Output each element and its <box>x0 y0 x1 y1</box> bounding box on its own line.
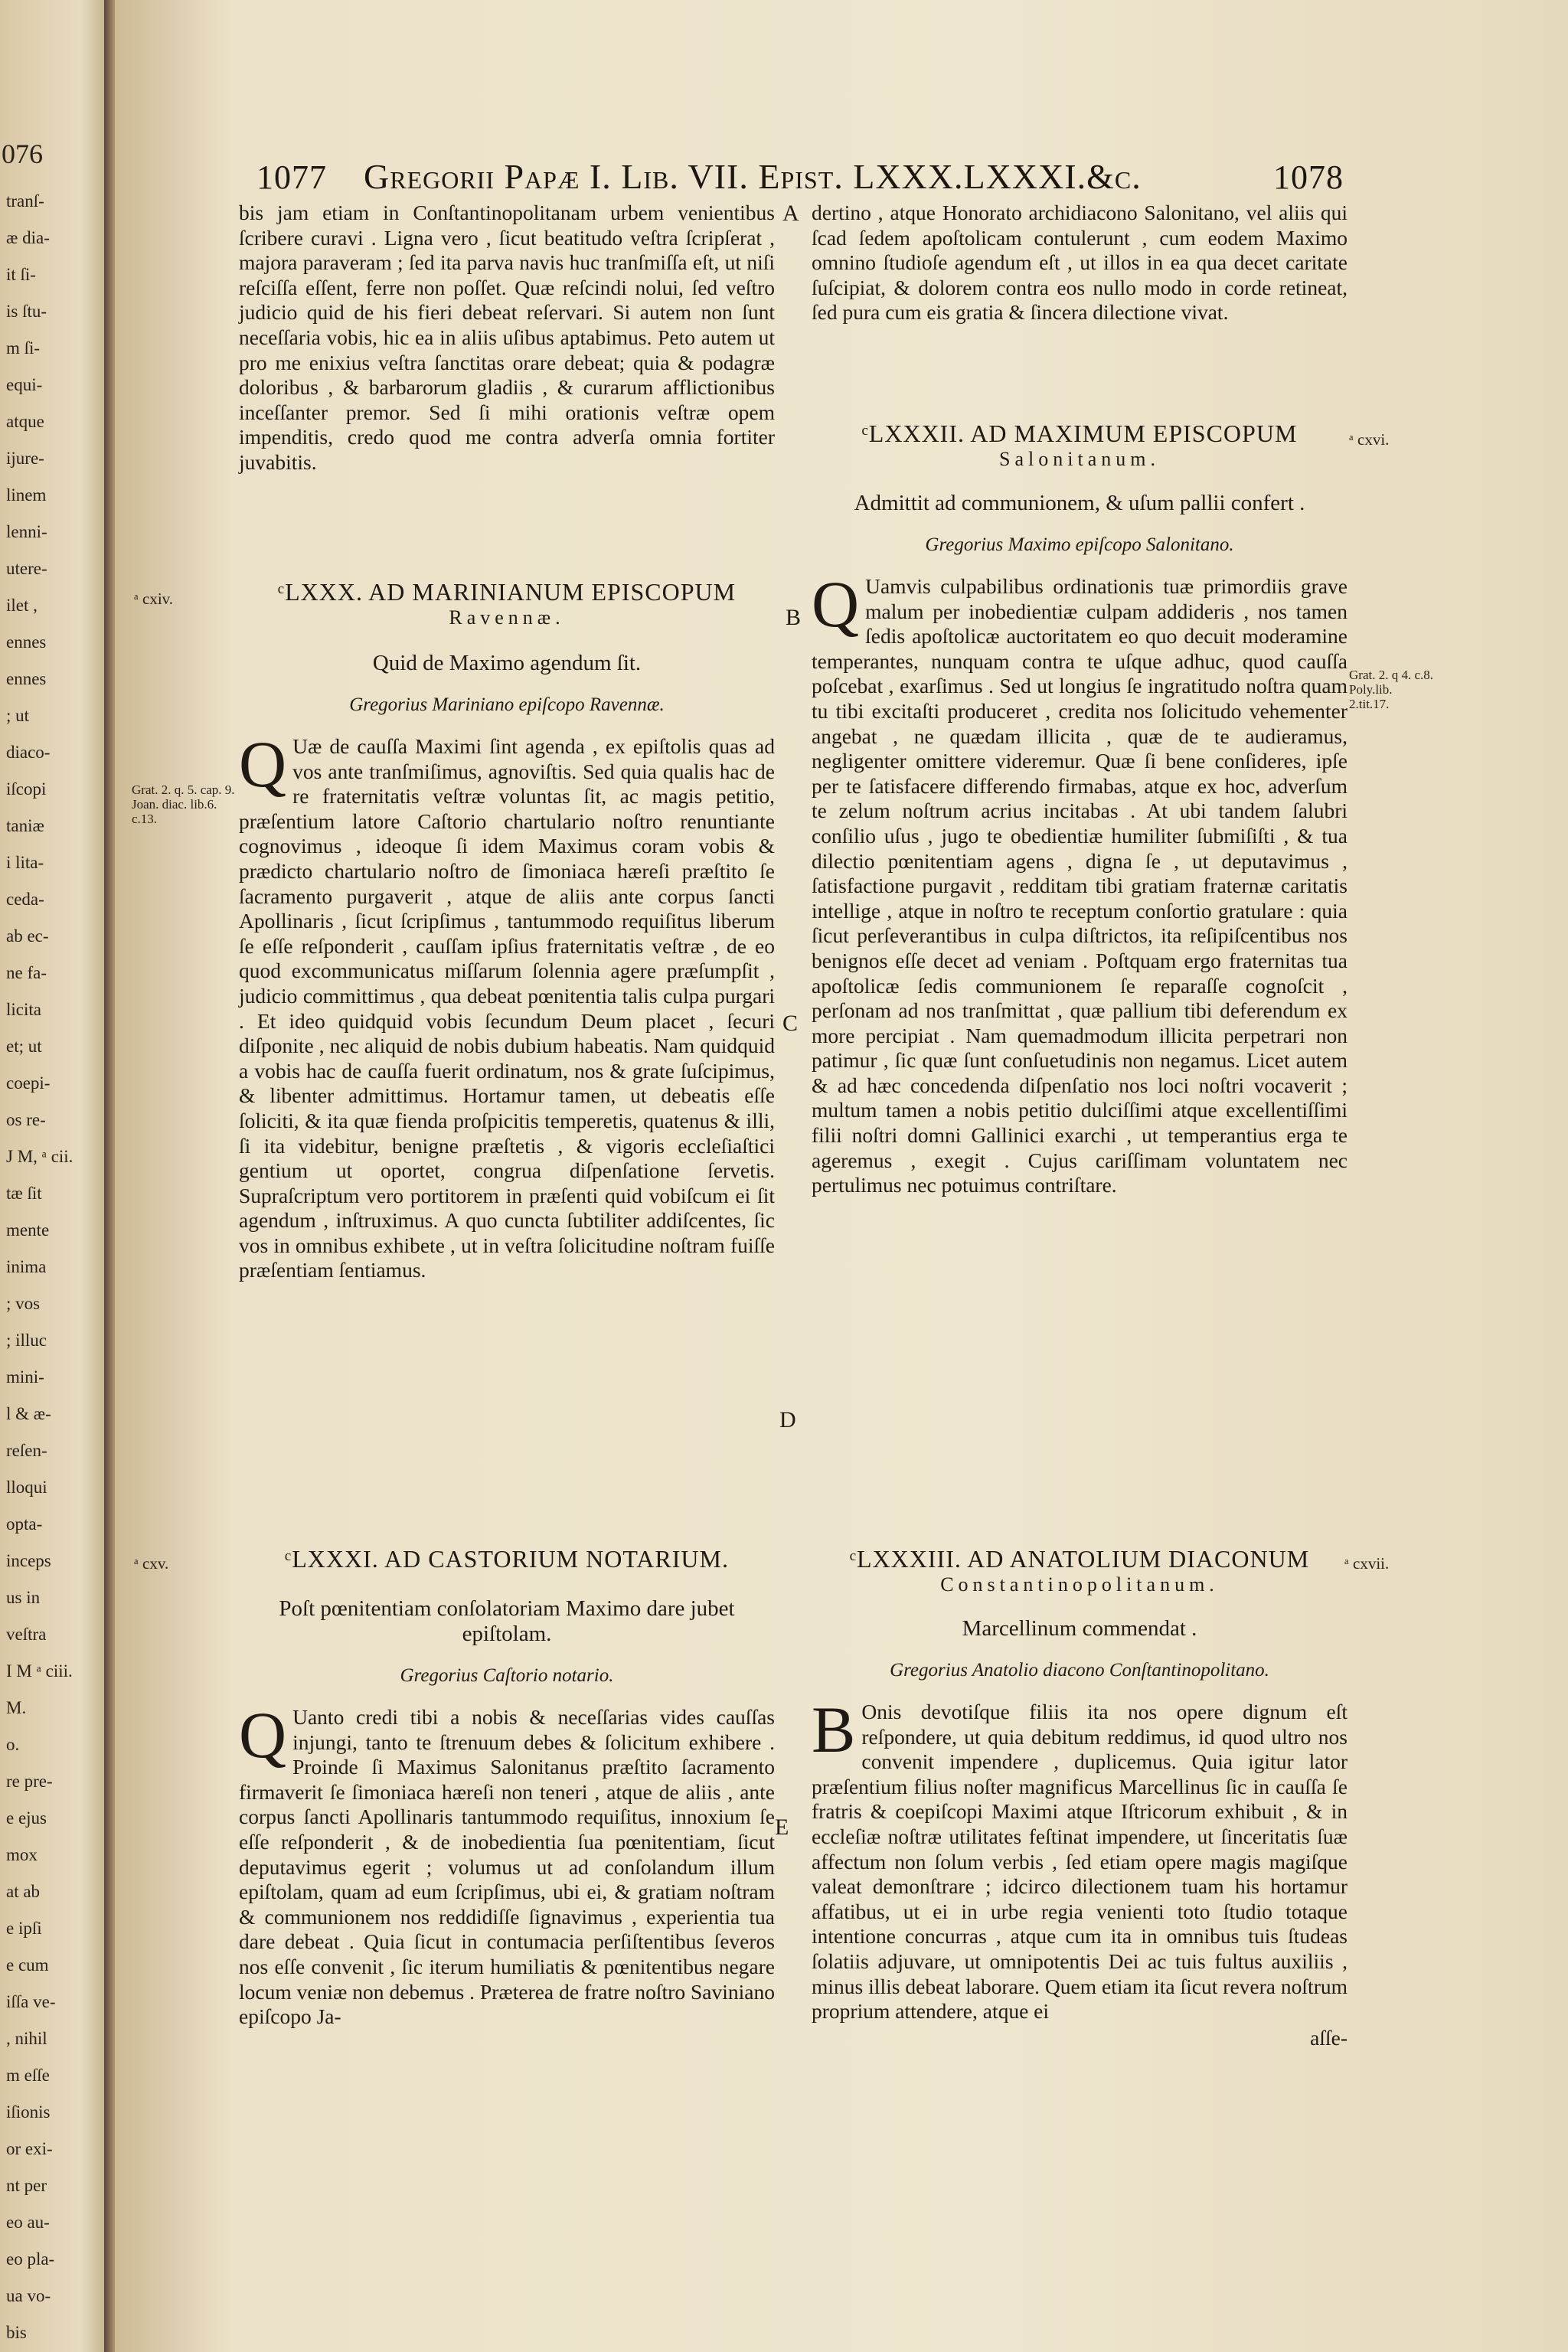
letter-83-body: Onis devotiſque filiis ita nos opere dignum eſt reſpondere, ut quia debitum reddimus, id quod ultro nos convenit impendere , duplicemus. Quia igitur lator præſentium filius noſter magnificus Marcellinus ſic in cauſſa ſe fratris & coepiſcopi Maximi atque Iſtricorum exhibuit , & in eccleſiæ noſtræ utilitates feſtinat impendere, ut ſinceritatis ſuæ affectum non ſolum verbis , ſed etiam opere magis magiſque valeat demonſtrare ; idcirco dilectionem tuam his hortamur affatibus, ut ei in urbe regia venienti toto ſtudio totaque intentione concurras , atque cum ita in omnibus tuis ſtudeas ſolatiis adjuvare, ut omnipotentis Dei ac tuis fultus auxiliis , minus illis debeat laborare. Quem etiam ita ſicut revera noſtrum proprium attendere, atque ei <box>812 1700 1348 2024</box>
gutter-line: utere- <box>6 559 47 578</box>
gutter-line: iſionis <box>6 2102 51 2122</box>
catchword: aſſe- <box>1310 2025 1348 2050</box>
gutter-line: ilet , <box>6 596 38 615</box>
gutter-line: bis <box>6 2323 27 2342</box>
letter-82-body: Uamvis culpabilibus ordinationis tuæ primordiis grave malum per inobedientiæ culpam addideris , nos tamen ſedis apoſtolicæ auctoritatem eo quo decuit moderamine temperantes, nunquam contra te uſque adhuc, quod cauſſa poſcebat , exarſimus . Sed ut longius ſe ingratitudo noſtra quam tu tibi excitaſti produceret , credita nos ſolicitudo vehementer angebat , ne quædam illicita , quæ de te audieramus, negligenter omittere videremur. Quæ ſi bene conſideres, ipſe per te ſatisfacere differendo firmabas, atque ex hoc, adverſum te zelum noſtrum acrius incitabas . At ubi tandem ſalubri conſilio uſus , jugo te obedientiæ humiliter ſubmiſiſti , & tua dilectio pœnitentiam agens , digna ſe , ut deputavimus , ſatisfactione purgavit , redditam tibi gratiam fraternæ caritatis intellige , atque in noſtro te receptum conſortio gratulare : quia ſicut perſeverantibus in culpa diſtrictos, ita reſipiſcentibus nos benignos eſſe decet ad veniam . Poſtquam ergo fraternitas tua apoſtolicæ ſedis communionem ſe reparaſſe cognoſcit , perſonam ad nos tranſmittat , quæ pallium tibi deferendum ex more percipiat . Nam quemadmodum illicita perpetrari non patimur , ſic quæ ſunt conſuetudinis non negamus. Licet autem & ad hæc concedenda diſpenſatio nos loci noſtri vocaverit ; multum tamen a nobis petitio dulciſſimi atque excellentiſſimi filii noſtri domni Gallinici exarchi , ut temperantius erga te ageremus , exegit . Cujus cariſſimam voluntatem nec pertulimus nec potuimus contriſtare. <box>812 574 1348 1197</box>
gutter-line: æ dia- <box>6 228 50 247</box>
letter-82-heading: ᶜLXXXII. AD MAXIMUM EPISCOPUM <box>861 420 1298 447</box>
gutter-line: iſcopi <box>6 779 47 799</box>
letter-82 <box>812 420 1348 1198</box>
gutter-line: diaco- <box>6 743 51 762</box>
gutter-line: iſſa ve- <box>6 1992 56 2011</box>
gutter-line: J M, ᵃ cii. <box>6 1147 74 1166</box>
letter-81-salutation: Gregorius Caſtorio notario. <box>400 1665 614 1686</box>
gutter-line: mente <box>6 1220 50 1240</box>
gutter-line: M. <box>6 1698 27 1717</box>
gutter-line: eo pla- <box>6 2249 55 2269</box>
gutter-line: lloqui <box>6 1478 47 1497</box>
letter-81-heading: ᶜLXXXI. AD CASTORIUM NOTARIUM. <box>285 1545 729 1573</box>
gutter-line: e ejus <box>6 1808 47 1828</box>
gutter-line: ab ec- <box>6 926 49 946</box>
right-column-continuation <box>812 201 1348 325</box>
letter-82-subheading: Salonitanum. <box>999 448 1160 470</box>
gutter-line: l & æ- <box>6 1404 51 1423</box>
margin-mark-cxvi: ᵃ cxvi. <box>1349 430 1390 449</box>
gutter-line: tæ ſit <box>6 1184 42 1203</box>
gutter-line: at ab <box>6 1882 41 1901</box>
gutter-line: linem <box>6 485 47 505</box>
letter-80-heading: ᶜLXXX. AD MARINIANUM EPISCOPUM <box>277 578 737 606</box>
gutter-line: tranſ- <box>6 191 44 211</box>
letter-80-salutation: Gregorius Mariniano epiſcopo Ravennæ. <box>349 694 665 715</box>
letter-83-initial: B <box>812 1693 856 1766</box>
gutter-line: re pre- <box>6 1772 53 1791</box>
section-letter-d: D <box>779 1407 796 1432</box>
letter-80-body: Uæ de cauſſa Maximi ſint agenda , ex epiſtolis quas ad vos ante tranſmiſimus, agnoviſtis. Sed quia qualis hac de re fraternitatis veſtræ voluntas ſit, ac magis petitio, præſentium latore Caſtorio chartulario noſtro renuntiante cognovimus , ideoque ſi idem Maximus coram vobis & prædicto chartulario noſtro de ſimoniaca hæreſi præſtito ſe ſacramento purgaverit , atque de aliis ante corpus ſancti Apollinaris , ſicut ſcripſimus , tantummodo requiſitus liberum ſe eſſe reſponderit , cauſſam ipſius fraternitatis veſtræ , de eo quod excommunicatus miſſarum ſolennia agere præſumpſit , judicio committimus , qua debeat pœnitentia talis culpa purgari . Et ideo quidquid vobis ſecundum Deum placet , ſecuri diſponite , nec aliquid de nobis dubium habeatis. Nam quidquid a vobis hac de cauſſa fuerit ordinatum, nos & grate ſuſcipimus, & libenter admittimus. Hortamur tamen, ut debeatis eſſe ſoliciti, & ita quæ fienda proſpicitis temperetis, quatenus & illi, ſi ita videbitur, benigne præſtetis , & vigoris eccleſiaſtici gentium ut oportet, congrua diſpenſatione ſervetis. Supraſcriptum vero portitorem in præſenti quid vobiſcum ei ſit agendum , inſtruximus. A quo cuncta ſubtiliter addiſcentes, ſic vos in omnibus exhibete , ut in veſtra ſolicitudine noſtram fuiſſe præſentiam ſentiamus. <box>239 734 775 1282</box>
gutter-line: m ſi- <box>6 338 41 358</box>
gutter-line: nt per <box>6 2176 47 2195</box>
gutter-line: inima <box>6 1257 47 1276</box>
gutter-line: ennes <box>6 669 47 688</box>
continuation-text-right: dertino , atque Honorato archidiacono Salonitano, vel aliis qui ſcad ſedem apoſtolicam contulerunt , cum eodem Maximo omnino ſtudioſe agendum eſt , ut illos in ea qua decet caritate ſuſcipiat, & dolorem contra eos nullo modo in corde retineat, ſed pura cum eis gratia & ſincera dilectione vivat. <box>812 201 1348 325</box>
letter-83-summary: Marcellinum commendat . <box>962 1616 1197 1641</box>
gutter-line: ne fa- <box>6 963 47 982</box>
letter-81-initial: Q <box>239 1698 287 1772</box>
section-letter-c: C <box>782 1011 799 1036</box>
running-title: Gregorii Papæ I. Lib. VII. Epist. LXXX.LXXXI.&c. <box>364 157 1142 196</box>
gutter-line: is ſtu- <box>6 302 47 321</box>
letter-81-summary: Poſt pœnitentiam conſolatoriam Maximo dare jubet epiſtolam. <box>279 1596 735 1646</box>
margin-mark-cxvii: ᵃ cxvii. <box>1344 1554 1390 1573</box>
letter-83-salutation: Gregorius Anatolio diacono Conſtantinopolitano. <box>890 1660 1269 1681</box>
letter-83-heading: ᶜLXXXIII. AD ANATOLIUM DIACONUM <box>849 1545 1310 1573</box>
section-letter-a: A <box>782 201 799 226</box>
gutter-line: veſtra <box>6 1625 47 1644</box>
gutter-line: ; illuc <box>6 1331 47 1350</box>
section-letter-e: E <box>775 1815 789 1840</box>
gutter-line: ennes <box>6 632 47 652</box>
gutter-line: I M ᵃ ciii. <box>6 1661 73 1681</box>
continuation-text: bis jam etiam in Conſtantinopolitanam urbem venientibus ſcribere curavi . Ligna vero , ſicut beatitudo veſtra ſcripſerat , majora paraveram ; ſed ita parva navis huc tranſmiſſa eſt, ut niſi reſciſſa eſſent, ferre non poſſet. Quæ reſcindi nolui, ſed veſtro judicio quid de his fieri debeat reſervari. Si autem non ſunt neceſſaria vobis, hic ea in aliis uſibus aptabimus. Peto autem ut pro me enixius veſtra ſanctitas orare debeat; quia & podagræ doloribus , & barbarorum gladiis , & curarum afflictionibus inceſſanter premor. Sed ſi mihi orationis veſtræ opem impenditis, credo quod me contra adverſa omnia fortiter juvabitis. <box>239 201 775 474</box>
gutter-line: ; ut <box>6 706 30 725</box>
right-marginal-note: Grat. 2. q 4. c.8. Poly.lib. 2.tit.17. <box>1349 668 1434 711</box>
gutter-line: et; ut <box>6 1037 42 1056</box>
left-marginal-note: Grat. 2. q. 5. cap. 9. Joan. diac. lib.6. c.13. <box>132 782 235 826</box>
letter-83 <box>812 1545 1348 2050</box>
gutter-line: mox <box>6 1845 38 1864</box>
page-number-right: 1078 <box>1273 158 1344 196</box>
margin-mark-cxiv: ᵃ cxiv. <box>134 590 174 608</box>
gutter-line: reſen- <box>6 1441 47 1460</box>
gutter-line: or exi- <box>6 2139 53 2158</box>
gutter-line: ijure- <box>6 449 44 468</box>
previous-page-gutter <box>0 0 115 2352</box>
gutter-line: it ſi- <box>6 265 36 284</box>
letter-80-summary: Quid de Maximo agendum ſit. <box>372 651 642 675</box>
letter-80 <box>239 578 775 1283</box>
gutter-line: m eſſe <box>6 2066 50 2085</box>
gutter-line: atque <box>6 412 44 431</box>
letter-83-subheading: Constantinopolitanum. <box>940 1573 1219 1596</box>
gutter-line: eo au- <box>6 2213 50 2232</box>
gutter-line: os re- <box>6 1110 46 1129</box>
gutter-line: o. <box>6 1735 20 1754</box>
gutter-line: , nihil <box>6 2029 47 2048</box>
gutter-line: ua vo- <box>6 2286 51 2305</box>
gutter-line: ; vos <box>6 1294 41 1313</box>
letter-81-body: Uanto credi tibi a nobis & neceſſarias vides cauſſas injungi, tanto te ſtrenuum debes & ſolicitum exhibere . Proinde ſi Maximus Salonitanus præſtito ſacramento firmaverit ſe ſimoniaca hæreſi non teneri , atque de aliis , ante corpus ſancti Apollinaris tantummodo requiſitus, innoxium ſe eſſe reſponderit , & de inobedientia ſua pœnitentiam, ſicut deputavimus egerit ; volumus ut ad conſolandum illum epiſtolam, quam ad eum ſcripſimus, ubi ei, & gratiam noſtram & communionem nos reddidiſſe ſignavimus , experientia tua dare debeat . Quia ſicut in contumacia perſiſtentibus ſeveros nos eſſe convenit , ſic iterum humiliatis & pœnitentibus negare locum veniæ non debemus . Præterea de fratre noſtro Saviniano epiſcopo Ja- <box>239 1705 775 2029</box>
page-number-left: 1077 <box>256 158 327 196</box>
gutter-line: mini- <box>6 1367 44 1387</box>
gutter-line: ceda- <box>6 890 44 909</box>
gutter-line: i lita- <box>6 853 44 872</box>
letter-82-initial: Q <box>812 567 860 641</box>
section-letter-b: B <box>786 605 802 630</box>
gutter-line: licita <box>6 1000 41 1019</box>
gutter-line: e cum <box>6 1955 49 1975</box>
gutter-line: coepi- <box>6 1073 51 1093</box>
gutter-line: inceps <box>6 1551 51 1570</box>
left-column-continuation <box>239 201 775 475</box>
margin-mark-cxv: ᵃ cxv. <box>134 1554 169 1573</box>
gutter-line: equi- <box>6 375 43 394</box>
gutter-line: us in <box>6 1588 41 1607</box>
gutter-line: taniæ <box>6 816 44 835</box>
gutter-line: e ipſi <box>6 1919 42 1938</box>
letter-82-salutation: Gregorius Maximo epiſcopo Salonitano. <box>925 534 1234 555</box>
gutter-line: opta- <box>6 1514 43 1534</box>
letter-80-initial: Q <box>239 727 287 801</box>
letter-82-summary: Admittit ad communionem, & uſum pallii confert . <box>854 491 1305 515</box>
running-header <box>256 150 1344 204</box>
letter-81 <box>239 1545 775 2030</box>
previous-page-number: 076 <box>2 139 43 169</box>
letter-80-subheading: Ravennæ. <box>449 606 565 629</box>
gutter-line: lenni- <box>6 522 47 541</box>
